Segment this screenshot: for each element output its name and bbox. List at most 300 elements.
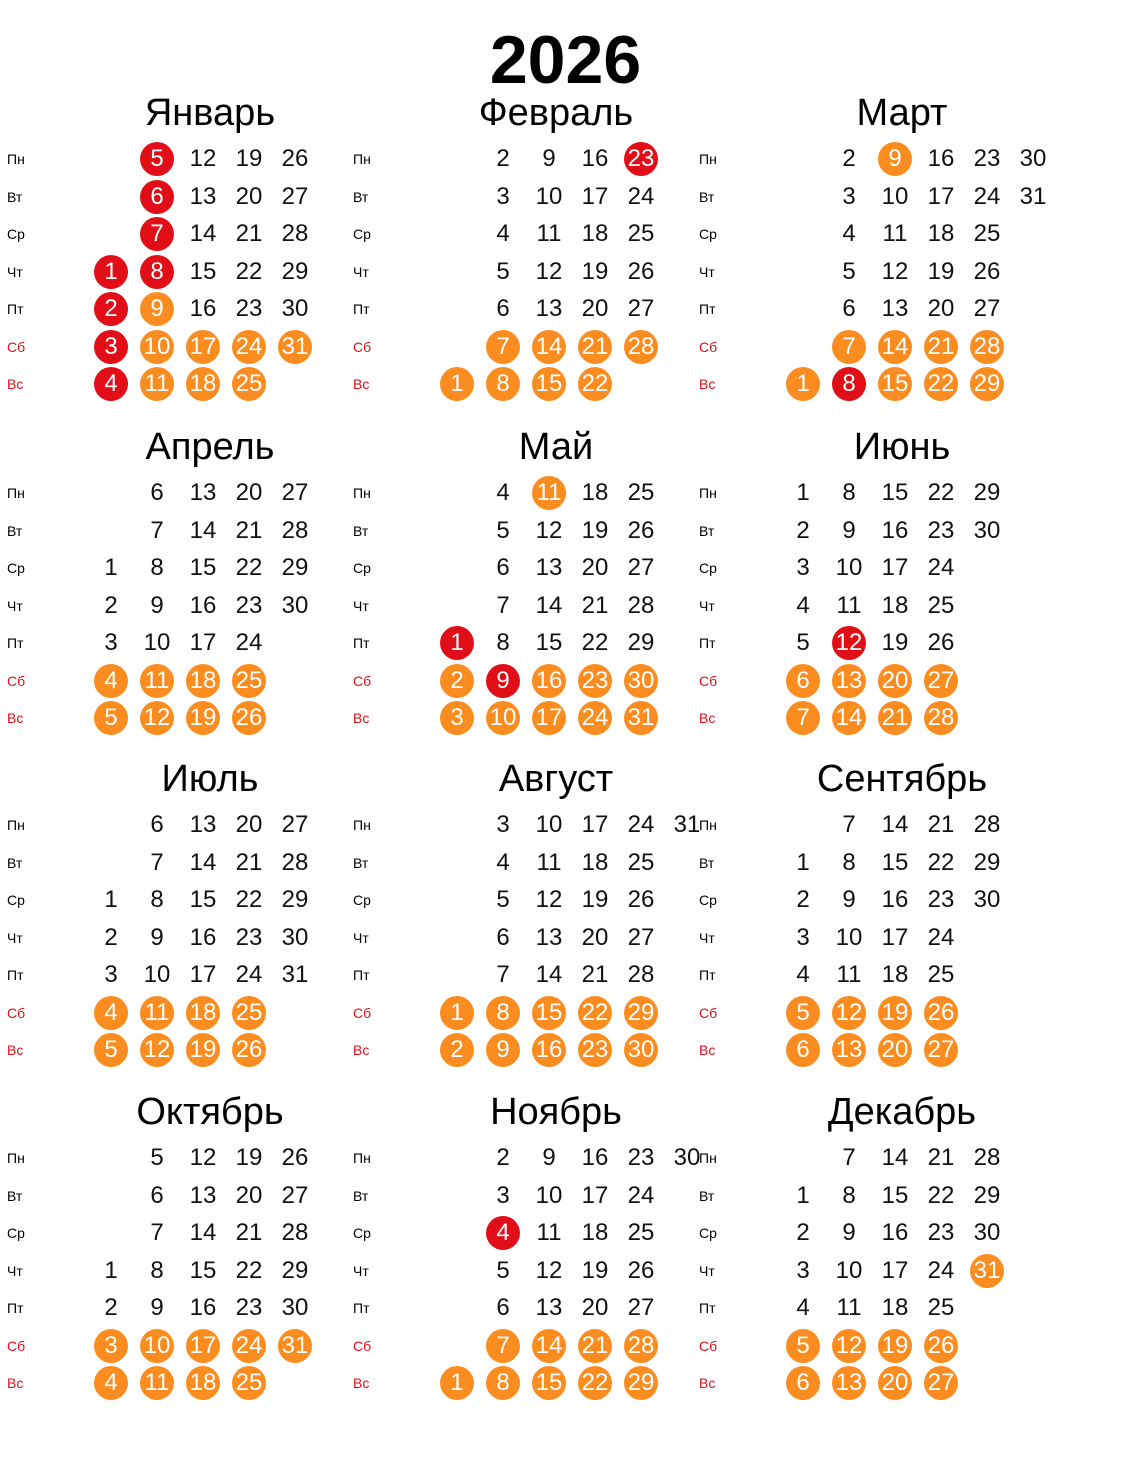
weekday-label: Вт (699, 522, 715, 539)
day-cell: 21 (235, 848, 263, 876)
weekday-label: Вт (7, 522, 23, 539)
weekday-label: Вс (699, 710, 716, 726)
day-cell: 15 (881, 848, 909, 876)
weekday-label: Чт (353, 929, 369, 946)
weekend-day: 15 (878, 367, 912, 401)
day-cell: 17 (581, 1181, 609, 1209)
day-cell: 15 (189, 257, 217, 285)
day-cell: 24 (627, 811, 655, 838)
day-cell: 7 (150, 1219, 164, 1246)
day-cell: 1 (796, 1181, 810, 1209)
holiday-day: 5 (140, 142, 174, 176)
day-cell: 28 (281, 220, 309, 247)
day-cell: 13 (881, 295, 909, 322)
month-block (346, 999, 706, 1396)
day-cell: 26 (281, 145, 309, 172)
holiday-day: 8 (832, 367, 866, 401)
day-cell: 27 (281, 479, 309, 506)
day-cell: 13 (535, 554, 563, 581)
day-cell: 31 (1019, 182, 1047, 210)
day-cell: 10 (535, 811, 563, 838)
weekday-label: Вс (699, 1042, 716, 1058)
weekend-day: 3 (94, 1329, 128, 1363)
month-name: Март (856, 92, 948, 134)
weekend-day: 3 (440, 701, 474, 735)
weekday-label: Чт (7, 929, 23, 946)
weekend-day: 30 (624, 1033, 658, 1067)
day-cell: 18 (581, 1219, 609, 1246)
day-cell: 3 (796, 1256, 810, 1284)
weekday-label: Ср (699, 1225, 717, 1241)
day-cell: 15 (189, 886, 217, 913)
day-cell: 24 (627, 1181, 655, 1209)
day-cell: 16 (189, 923, 217, 951)
weekend-day: 31 (278, 1329, 312, 1363)
weekend-day: 19 (186, 701, 220, 735)
weekend-day: 6 (786, 664, 820, 698)
weekday-label: Пн (699, 817, 717, 833)
weekend-day: 12 (832, 1329, 866, 1363)
day-cell: 10 (535, 1181, 563, 1209)
day-cell: 3 (796, 554, 810, 581)
day-cell: 27 (281, 1181, 309, 1209)
day-cell: 19 (235, 1144, 263, 1171)
day-cell: 25 (973, 220, 1001, 247)
day-cell: 3 (496, 1181, 510, 1209)
weekday-label: Сб (699, 1337, 718, 1354)
day-cell: 9 (150, 591, 164, 619)
day-cell: 26 (627, 886, 655, 913)
day-cell: 2 (796, 1219, 810, 1246)
day-cell: 19 (581, 516, 609, 544)
weekend-day: 26 (924, 1329, 958, 1363)
day-cell: 3 (496, 811, 510, 838)
day-cell: 30 (281, 1294, 309, 1321)
weekday-label: Чт (699, 1262, 715, 1279)
day-cell: 13 (535, 923, 563, 951)
day-cell: 27 (627, 923, 655, 951)
day-cell: 23 (927, 516, 955, 544)
weekday-label: Пт (353, 301, 370, 317)
day-cell: 10 (881, 182, 909, 210)
weekday-label: Сб (7, 1004, 26, 1021)
day-cell: 22 (235, 886, 263, 913)
day-cell: 26 (627, 516, 655, 544)
day-cell: 18 (581, 848, 609, 876)
day-cell: 22 (927, 848, 955, 876)
day-cell: 28 (281, 516, 309, 544)
weekend-day: 22 (924, 367, 958, 401)
day-cell: 22 (235, 554, 263, 581)
weekday-label: Вс (7, 376, 24, 392)
weekend-day: 4 (94, 664, 128, 698)
holiday-day: 6 (140, 180, 174, 214)
day-cell: 25 (927, 961, 955, 988)
month-block (346, 334, 706, 731)
weekday-label: Пн (7, 817, 25, 833)
holiday-day: 23 (624, 142, 658, 176)
day-cell: 8 (842, 848, 856, 876)
day-cell: 25 (627, 848, 655, 876)
day-cell: 22 (581, 629, 609, 656)
weekday-label: Вс (353, 1375, 370, 1391)
weekday-label: Чт (7, 263, 23, 280)
day-cell: 29 (973, 479, 1001, 506)
weekend-day: 1 (440, 367, 474, 401)
day-cell: 11 (536, 1219, 562, 1246)
weekend-day: 25 (232, 367, 266, 401)
weekend-day: 10 (486, 701, 520, 735)
weekday-label: Пн (7, 1150, 25, 1166)
day-cell: 9 (842, 516, 856, 544)
day-cell: 31 (673, 811, 701, 838)
weekend-day: 7 (786, 701, 820, 735)
day-cell: 6 (496, 295, 510, 322)
month-name: Октябрь (136, 1091, 284, 1133)
day-cell: 12 (535, 516, 563, 544)
holiday-day: 7 (140, 217, 174, 251)
day-cell: 2 (496, 145, 510, 172)
weekday-label: Ср (7, 560, 25, 576)
day-cell: 29 (281, 257, 309, 285)
day-cell: 24 (973, 182, 1001, 210)
weekend-day: 18 (186, 996, 220, 1030)
weekend-day: 23 (578, 1033, 612, 1067)
weekday-label: Чт (699, 263, 715, 280)
day-cell: 23 (927, 886, 955, 913)
holiday-day: 1 (440, 626, 474, 660)
day-cell: 25 (627, 479, 655, 506)
day-cell: 1 (104, 886, 118, 913)
day-cell: 30 (281, 295, 309, 322)
weekend-day: 21 (924, 330, 958, 364)
day-cell: 31 (281, 961, 309, 988)
weekend-day: 11 (140, 367, 174, 401)
weekend-day: 25 (232, 996, 266, 1030)
weekday-label: Чт (7, 1262, 23, 1279)
holiday-day: 8 (140, 255, 174, 289)
day-cell: 2 (104, 591, 118, 619)
day-cell: 21 (581, 591, 609, 619)
day-cell: 21 (235, 516, 263, 544)
weekend-day: 28 (624, 1329, 658, 1363)
day-cell: 18 (581, 220, 609, 247)
day-cell: 18 (881, 591, 909, 619)
month-name: Август (498, 758, 614, 800)
day-cell: 20 (927, 295, 955, 322)
day-cell: 20 (581, 554, 609, 581)
weekend-day: 6 (786, 1366, 820, 1400)
weekend-day: 9 (486, 1033, 520, 1067)
weekend-day: 31 (624, 701, 658, 735)
weekend-day: 22 (578, 1366, 612, 1400)
day-cell: 3 (104, 961, 118, 988)
weekday-label: Пт (7, 1300, 24, 1316)
weekday-label: Ср (7, 226, 25, 242)
weekend-day: 5 (786, 1329, 820, 1363)
day-cell: 9 (542, 145, 556, 172)
day-cell: 17 (581, 811, 609, 838)
day-cell: 29 (281, 1256, 309, 1284)
weekday-label: Пт (353, 635, 370, 651)
weekday-label: Вт (699, 188, 715, 205)
weekday-label: Сб (353, 1337, 372, 1354)
day-cell: 5 (496, 1256, 510, 1284)
weekday-label: Пт (353, 1300, 370, 1316)
weekend-day: 19 (878, 1329, 912, 1363)
day-cell: 4 (796, 1294, 810, 1321)
weekday-label: Чт (699, 929, 715, 946)
weekday-label: Сб (7, 1337, 26, 1354)
holiday-day: 4 (94, 367, 128, 401)
day-cell: 17 (927, 182, 955, 210)
day-cell: 23 (235, 923, 263, 951)
day-cell: 5 (496, 886, 510, 913)
day-cell: 15 (881, 479, 909, 506)
weekday-label: Вт (7, 1187, 23, 1204)
day-cell: 18 (881, 961, 909, 988)
day-cell: 8 (150, 554, 164, 581)
weekday-label: Пн (353, 1150, 371, 1166)
weekend-day: 17 (186, 1329, 220, 1363)
day-cell: 16 (881, 886, 909, 913)
weekend-day: 21 (578, 330, 612, 364)
day-cell: 19 (581, 1256, 609, 1284)
day-cell: 30 (673, 1144, 701, 1171)
weekday-label: Пн (699, 151, 717, 167)
day-cell: 13 (535, 1294, 563, 1321)
weekend-day: 26 (232, 1033, 266, 1067)
weekday-label: Сб (699, 672, 718, 689)
day-cell: 21 (235, 220, 263, 247)
weekend-day: 1 (440, 1366, 474, 1400)
day-cell: 10 (535, 182, 563, 210)
day-cell: 2 (842, 145, 856, 172)
day-cell: 17 (189, 961, 217, 988)
weekend-day: 23 (578, 664, 612, 698)
weekday-label: Пт (7, 301, 24, 317)
day-cell: 25 (927, 591, 955, 619)
holiday-day: 1 (94, 255, 128, 289)
weekday-label: Пн (699, 485, 717, 501)
month-block (692, 999, 1052, 1396)
day-cell: 2 (796, 516, 810, 544)
day-cell: 30 (973, 886, 1001, 913)
day-cell: 29 (973, 1181, 1001, 1209)
day-cell: 25 (627, 1219, 655, 1246)
day-cell: 28 (281, 1219, 309, 1246)
day-cell: 4 (496, 848, 510, 876)
weekday-label: Ср (7, 892, 25, 908)
month-name: Декабрь (827, 1091, 977, 1133)
weekend-day: 22 (578, 367, 612, 401)
day-cell: 13 (189, 1181, 217, 1209)
weekday-label: Ср (699, 226, 717, 242)
month-name: Ноябрь (490, 1091, 622, 1133)
day-cell: 7 (842, 1144, 856, 1171)
weekend-day: 10 (140, 330, 174, 364)
day-cell: 20 (581, 1294, 609, 1321)
weekend-day: 11 (140, 664, 174, 698)
month-name: Июнь (853, 426, 951, 468)
weekday-label: Чт (353, 263, 369, 280)
day-cell: 15 (881, 1181, 909, 1209)
holiday-day: 12 (832, 626, 866, 660)
holiday-day: 4 (486, 1216, 520, 1250)
weekend-day: 26 (924, 996, 958, 1030)
weekend-day: 30 (624, 664, 658, 698)
weekend-day: 28 (924, 701, 958, 735)
day-cell: 5 (496, 516, 510, 544)
day-cell: 30 (973, 516, 1001, 544)
weekday-label: Вс (7, 710, 24, 726)
weekend-day: 8 (486, 367, 520, 401)
weekday-label: Вт (353, 188, 369, 205)
weekday-label: Пн (699, 1150, 717, 1166)
day-cell: 24 (927, 1256, 955, 1284)
month-block (346, 666, 706, 1063)
weekend-day: 14 (532, 330, 566, 364)
day-cell: 26 (627, 1256, 655, 1284)
day-cell: 8 (842, 1181, 856, 1209)
day-cell: 29 (627, 629, 655, 656)
weekend-day: 17 (532, 701, 566, 735)
weekend-day: 8 (486, 1366, 520, 1400)
month-block (0, 0, 360, 397)
day-cell: 25 (627, 220, 655, 247)
day-cell: 14 (189, 516, 217, 544)
day-cell: 14 (881, 1144, 909, 1171)
day-cell: 23 (235, 295, 263, 322)
weekday-label: Сб (7, 338, 26, 355)
weekend-day: 5 (94, 701, 128, 735)
weekend-day: 7 (486, 1329, 520, 1363)
day-cell: 20 (581, 295, 609, 322)
day-cell: 30 (1019, 145, 1047, 172)
weekday-label: Ср (699, 892, 717, 908)
weekday-label: Пт (7, 967, 24, 983)
weekend-day: 19 (878, 996, 912, 1030)
day-cell: 6 (842, 295, 856, 322)
day-cell: 12 (535, 886, 563, 913)
day-cell: 12 (189, 145, 217, 172)
weekday-label: Пн (7, 151, 25, 167)
day-cell: 23 (927, 1219, 955, 1246)
weekend-day: 13 (832, 1366, 866, 1400)
day-cell: 29 (281, 886, 309, 913)
day-cell: 3 (796, 923, 810, 951)
weekday-label: Пт (699, 301, 716, 317)
day-cell: 6 (496, 923, 510, 951)
day-cell: 26 (281, 1144, 309, 1171)
weekend-day: 21 (578, 1329, 612, 1363)
day-cell: 4 (496, 479, 510, 506)
day-cell: 10 (835, 554, 863, 581)
weekend-day: 20 (878, 664, 912, 698)
holiday-day: 9 (486, 664, 520, 698)
day-cell: 14 (535, 591, 563, 619)
month-block (0, 999, 360, 1396)
weekday-label: Пт (699, 967, 716, 983)
weekday-label: Вт (699, 1187, 715, 1204)
day-cell: 27 (281, 182, 309, 210)
day-cell: 10 (143, 961, 171, 988)
day-cell: 12 (881, 257, 909, 285)
day-cell: 24 (235, 961, 263, 988)
day-cell: 19 (581, 257, 609, 285)
weekend-day: 7 (832, 330, 866, 364)
weekend-day: 16 (532, 1033, 566, 1067)
day-cell: 11 (536, 220, 562, 247)
day-cell: 14 (189, 220, 217, 247)
day-cell: 24 (627, 182, 655, 210)
weekday-label: Вс (699, 1375, 716, 1391)
day-cell: 18 (581, 479, 609, 506)
weekday-label: Сб (353, 1004, 372, 1021)
weekday-label: Ср (353, 226, 371, 242)
day-cell: 7 (496, 961, 510, 988)
day-cell: 2 (104, 1294, 118, 1321)
day-cell: 8 (496, 629, 510, 656)
day-cell: 14 (189, 1219, 217, 1246)
weekend-day: 5 (786, 996, 820, 1030)
day-cell: 10 (143, 629, 171, 656)
month-name: Июль (161, 758, 259, 800)
weekend-day: 22 (578, 996, 612, 1030)
holiday-day: 2 (94, 292, 128, 326)
weekend-day: 25 (232, 1366, 266, 1400)
day-cell: 2 (796, 886, 810, 913)
month-block (0, 334, 360, 731)
day-cell: 7 (842, 811, 856, 838)
weekday-label: Ср (699, 560, 717, 576)
day-cell: 2 (496, 1144, 510, 1171)
weekend-day: 14 (878, 330, 912, 364)
day-cell: 12 (535, 1256, 563, 1284)
weekend-day: 2 (440, 664, 474, 698)
day-cell: 26 (973, 257, 1001, 285)
weekend-day: 29 (624, 996, 658, 1030)
month-block (692, 334, 1052, 731)
day-cell: 28 (973, 811, 1001, 838)
day-cell: 11 (836, 1294, 862, 1321)
weekday-label: Вт (7, 854, 23, 871)
weekend-day: 1 (440, 996, 474, 1030)
day-cell: 28 (627, 591, 655, 619)
month-name: Сентябрь (816, 758, 988, 800)
day-cell: 27 (627, 554, 655, 581)
weekend-day: 29 (970, 367, 1004, 401)
day-cell: 30 (973, 1219, 1001, 1246)
weekday-label: Сб (353, 672, 372, 689)
day-cell: 12 (189, 1144, 217, 1171)
weekend-day: 8 (486, 996, 520, 1030)
day-cell: 7 (150, 516, 164, 544)
day-cell: 8 (150, 1256, 164, 1284)
weekday-label: Пт (699, 1300, 716, 1316)
weekday-label: Вт (353, 854, 369, 871)
day-cell: 16 (881, 516, 909, 544)
weekday-label: Пн (353, 817, 371, 833)
weekend-day: 29 (624, 1366, 658, 1400)
weekend-day: 12 (832, 996, 866, 1030)
weekend-day: 15 (532, 1366, 566, 1400)
day-cell: 22 (927, 479, 955, 506)
day-cell: 23 (973, 145, 1001, 172)
weekend-day: 11 (532, 476, 566, 510)
weekend-day: 12 (140, 1033, 174, 1067)
weekend-day: 24 (578, 701, 612, 735)
